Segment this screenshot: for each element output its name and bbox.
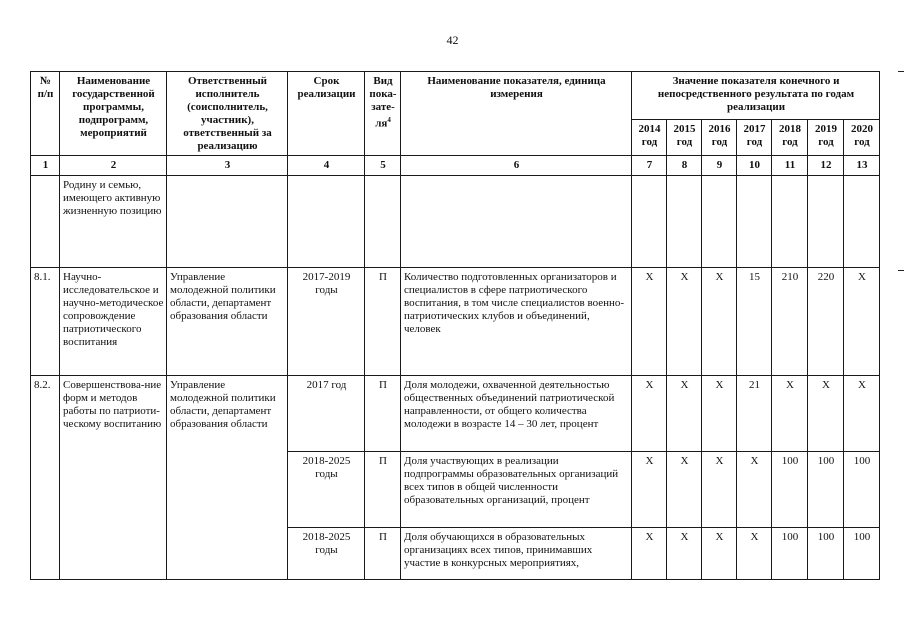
- cell-indicator: Доля участвующих в реализации подпрограммы образовательных организаций всех типов в общей численности образовательных организаций, процент: [401, 452, 632, 528]
- cell-value: Х: [632, 268, 667, 376]
- cell-value: Х: [632, 376, 667, 452]
- cell-indicator: Доля обучающихся в образовательных организациях всех типов, принимавших участие в конкурсных мероприятиях,: [401, 528, 632, 580]
- cell-value: [844, 176, 880, 268]
- header-row: [31, 72, 880, 120]
- year-2017: 2017 год: [737, 120, 772, 156]
- cell-value: Х: [667, 528, 702, 580]
- year-2019: 2019 год: [808, 120, 844, 156]
- cell-value: 100: [808, 452, 844, 528]
- column-numbers-row: [31, 156, 880, 176]
- cell-type: П: [365, 528, 401, 580]
- cell-value: 100: [808, 528, 844, 580]
- year-2020: 2020 год: [844, 120, 880, 156]
- cell-name: Совершенствова-ние форм и методов работы по патриоти-ческому воспитанию: [60, 376, 167, 580]
- cell-term: 2018-2025 годы: [288, 528, 365, 580]
- year-2014: 2014 год: [632, 120, 667, 156]
- cell-type: П: [365, 452, 401, 528]
- margin-tick: [898, 71, 904, 72]
- column-number: 9: [702, 156, 737, 176]
- cell-value: 100: [772, 528, 808, 580]
- cell-name: Родину и семью, имеющего активную жизненную позицию: [60, 176, 167, 268]
- cell-value: Х: [632, 528, 667, 580]
- cell-value: Х: [667, 452, 702, 528]
- column-number: 12: [808, 156, 844, 176]
- table-row: [31, 176, 880, 268]
- cell-value: 210: [772, 268, 808, 376]
- cell-value: 15: [737, 268, 772, 376]
- cell-term: 2017 год: [288, 376, 365, 452]
- year-2016: 2016 год: [702, 120, 737, 156]
- cell-type: П: [365, 268, 401, 376]
- page-number: 42: [446, 33, 459, 47]
- column-number: 1: [31, 156, 60, 176]
- header-name: Наименование государственной программы, подпрограмм, мероприятий: [60, 72, 167, 156]
- cell-term: 2017-2019 годы: [288, 268, 365, 376]
- column-number: 3: [167, 156, 288, 176]
- column-number: 6: [401, 156, 632, 176]
- cell-value: [737, 176, 772, 268]
- header-term: Срок реализации: [288, 72, 365, 156]
- cell-value: Х: [844, 268, 880, 376]
- cell-value: Х: [808, 376, 844, 452]
- cell-value: [772, 176, 808, 268]
- header-values: Значение показателя конечного и непосредственного результата по годам реализации: [632, 72, 880, 120]
- cell-indicator: [401, 176, 632, 268]
- cell-executor: [167, 176, 288, 268]
- cell-value: Х: [702, 268, 737, 376]
- cell-executor: Управление молодежной политики области, департамент образования области: [167, 268, 288, 376]
- margin-tick: [898, 270, 904, 271]
- header-type: Вид пока-$зате-ля^4$: [365, 72, 401, 156]
- cell-term: [288, 176, 365, 268]
- column-number: 8: [667, 156, 702, 176]
- cell-value: 100: [844, 528, 880, 580]
- cell-value: Х: [667, 268, 702, 376]
- table-row: [31, 376, 880, 452]
- header-executor: Ответственный исполнитель (соисполнитель, участник), ответственный за реализацию: [167, 72, 288, 156]
- cell-value: Х: [702, 528, 737, 580]
- cell-value: 100: [844, 452, 880, 528]
- column-number: 13: [844, 156, 880, 176]
- cell-value: Х: [844, 376, 880, 452]
- cell-value: Х: [772, 376, 808, 452]
- cell-num: 8.1.: [31, 268, 60, 376]
- cell-num: 8.2.: [31, 376, 60, 580]
- cell-name: Научно-исследовательское и научно-методическое сопровождение патриотического воспитания: [60, 268, 167, 376]
- year-2015: 2015 год: [667, 120, 702, 156]
- cell-indicator: Доля молодежи, охваченной деятельностью общественных объединений патриотической направленности, от общего количества молодежи в возрасте 14 – 30 лет, процент: [401, 376, 632, 452]
- cell-value: [702, 176, 737, 268]
- cell-value: [808, 176, 844, 268]
- cell-value: 21: [737, 376, 772, 452]
- column-number: 7: [632, 156, 667, 176]
- header-num: № п/п: [31, 72, 60, 156]
- cell-term: 2018-2025 годы: [288, 452, 365, 528]
- column-number: 10: [737, 156, 772, 176]
- cell-num: [31, 176, 60, 268]
- cell-value: Х: [632, 452, 667, 528]
- column-number: 2: [60, 156, 167, 176]
- cell-value: Х: [667, 376, 702, 452]
- cell-type: П: [365, 376, 401, 452]
- cell-value: 100: [772, 452, 808, 528]
- column-number: 4: [288, 156, 365, 176]
- cell-value: 220: [808, 268, 844, 376]
- year-2018: 2018 год: [772, 120, 808, 156]
- column-number: 11: [772, 156, 808, 176]
- table-row: [31, 268, 880, 376]
- cell-type: [365, 176, 401, 268]
- cell-indicator: Количество подготовленных организаторов и специалистов в сфере патриотического воспитания, в том числе специалистов военно-патриотических клубов и объединений, человек: [401, 268, 632, 376]
- column-number: 5: [365, 156, 401, 176]
- cell-value: [667, 176, 702, 268]
- cell-value: Х: [702, 452, 737, 528]
- indicators-table: [30, 71, 880, 580]
- cell-executor: Управление молодежной политики области, департамент образования области: [167, 376, 288, 580]
- cell-value: Х: [737, 452, 772, 528]
- header-indicator: Наименование показателя, единица измерения: [401, 72, 632, 156]
- cell-value: Х: [737, 528, 772, 580]
- cell-value: Х: [702, 376, 737, 452]
- cell-value: [632, 176, 667, 268]
